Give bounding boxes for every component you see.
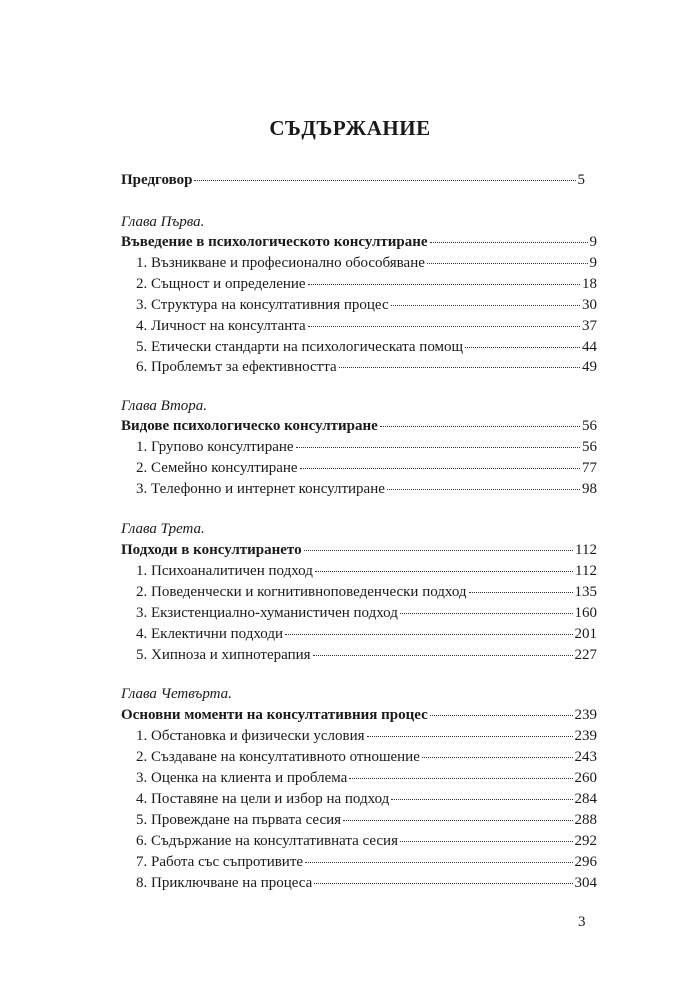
toc-entry [136, 831, 597, 851]
toc-entry [136, 603, 597, 623]
toc-entry [136, 316, 597, 336]
toc-entry-page: 288 [574, 812, 597, 828]
dot-leader [304, 550, 573, 551]
toc-entry-page: 56 [582, 439, 597, 455]
toc-entry-page: 18 [582, 276, 597, 292]
dot-leader [194, 180, 575, 181]
dot-leader [391, 799, 572, 800]
toc-entry-preface [121, 170, 585, 190]
dot-leader [343, 820, 572, 821]
toc-entry [136, 479, 597, 499]
toc-entry-page: 292 [574, 833, 597, 849]
dot-leader [315, 571, 573, 572]
toc-entry-label: 3. Структура на консултативния процес [136, 297, 389, 313]
toc-entry [136, 337, 597, 357]
toc-entry-label: Основни моменти на консултативния процес [121, 707, 428, 723]
dot-leader [314, 883, 572, 884]
dot-leader [296, 447, 580, 448]
toc-entry-page: 201 [574, 626, 597, 642]
dot-leader [430, 715, 573, 716]
chapter-label: Глава Четвърта. [121, 686, 232, 702]
toc-entry-page: 98 [582, 481, 597, 497]
toc-entry-label: 3. Телефонно и интернет консултиране [136, 481, 385, 497]
chapter-label: Глава Първа. [121, 214, 205, 230]
toc-entry [136, 645, 597, 665]
toc-entry-label: Видове психологическо консултиране [121, 418, 378, 434]
toc-entry [136, 747, 597, 767]
toc-entry-page: 5 [577, 172, 585, 188]
toc-entry [136, 810, 597, 830]
toc-chapter-heading [121, 705, 597, 725]
dot-leader [380, 426, 580, 427]
toc-entry-page: 296 [574, 854, 597, 870]
toc-entry [136, 253, 597, 273]
dot-leader [427, 263, 588, 264]
toc-entry-label: 1. Психоаналитичен подход [136, 563, 313, 579]
toc-entry-page: 284 [574, 791, 597, 807]
dot-leader [300, 468, 580, 469]
toc-entry [136, 274, 597, 294]
toc-entry-page: 260 [574, 770, 597, 786]
toc-entry [136, 357, 597, 377]
toc-entry-page: 304 [574, 875, 597, 891]
toc-entry-label: 6. Съдържание на консултативната сесия [136, 833, 398, 849]
toc-entry-label: 8. Приключване на процеса [136, 875, 313, 891]
dot-leader [308, 284, 580, 285]
toc-chapter-heading [121, 232, 597, 252]
toc-entry [136, 437, 597, 457]
toc-entry-label: 4. Личност на консултанта [136, 318, 306, 334]
dot-leader [313, 655, 573, 656]
toc-entry-page: 30 [582, 297, 597, 313]
toc-entry-page: 112 [575, 542, 597, 558]
dot-leader [391, 305, 580, 306]
toc-chapter-heading [121, 416, 597, 436]
toc-chapter-heading [121, 540, 597, 560]
toc-entry [136, 768, 597, 788]
page-title: СЪДЪРЖАНИЕ [269, 116, 431, 140]
toc-entry-label: 1. Групово консултиране [136, 439, 294, 455]
toc-entry-page: 77 [582, 460, 597, 476]
toc-entry [136, 789, 597, 809]
dot-leader [339, 367, 580, 368]
toc-entry [136, 295, 597, 315]
toc-entry-page: 239 [574, 728, 597, 744]
chapter-label: Глава Трета. [121, 521, 205, 537]
toc-entry-page: 112 [575, 563, 597, 579]
toc-entry-page: 239 [574, 707, 597, 723]
toc-entry-label: 7. Работа със съпротивите [136, 854, 304, 870]
dot-leader [469, 592, 573, 593]
toc-entry-page: 44 [582, 339, 597, 355]
dot-leader [400, 841, 573, 842]
toc-entry-label: Подходи в консултирането [121, 542, 302, 558]
toc-entry-page: 37 [582, 318, 597, 334]
dot-leader [422, 757, 573, 758]
dot-leader [400, 613, 573, 614]
toc-entry-label: 2. Същност и определение [136, 276, 306, 292]
toc-entry-label: 5. Провеждане на първата сесия [136, 812, 342, 828]
dot-leader [387, 489, 580, 490]
toc-entry-label: 5. Етически стандарти на психологическата помощ [136, 339, 464, 355]
toc-entry [136, 624, 597, 644]
toc-entry-label: 3. Екзистенциално-хуманистичен подход [136, 605, 398, 621]
toc-entry-label: Предговор [121, 172, 193, 188]
toc-entry-label: 6. Проблемът за ефективността [136, 359, 337, 375]
toc-entry-label: 2. Поведенчески и когнитивноповеденчески подход [136, 584, 467, 600]
toc-entry-label: 2. Семейно консултиране [136, 460, 298, 476]
toc-entry [136, 873, 597, 893]
toc-entry-page: 227 [574, 647, 597, 663]
dot-leader [285, 634, 573, 635]
dot-leader [367, 736, 573, 737]
toc-entry [136, 458, 597, 478]
dot-leader [465, 347, 580, 348]
page-number: 3 [578, 914, 586, 930]
toc-entry-label: 1. Възникване и професионално обособяване [136, 255, 425, 271]
toc-entry-page: 9 [589, 255, 597, 271]
toc-entry [136, 561, 597, 581]
toc-entry-label: 4. Поставяне на цели и избор на подход [136, 791, 390, 807]
toc-entry [136, 582, 597, 602]
toc-entry-page: 56 [582, 418, 597, 434]
toc-entry-label: 4. Еклектични подходи [136, 626, 283, 642]
toc-entry-page: 135 [574, 584, 597, 600]
toc-entry-label: 2. Създаване на консултативното отношение [136, 749, 420, 765]
chapter-label: Глава Втора. [121, 398, 208, 414]
toc-entry-label: 1. Обстановка и физически условия [136, 728, 365, 744]
toc-entry-page: 9 [589, 234, 597, 250]
toc-entry-label: 3. Оценка на клиента и проблема [136, 770, 348, 786]
dot-leader [305, 862, 572, 863]
dot-leader [349, 778, 572, 779]
toc-entry-label: Въведение в психологическото консултиране [121, 234, 428, 250]
toc-entry-label: 5. Хипноза и хипнотерапия [136, 647, 311, 663]
toc-entry-page: 49 [582, 359, 597, 375]
toc-entry-page: 160 [574, 605, 597, 621]
toc-entry [136, 726, 597, 746]
toc-entry [136, 852, 597, 872]
dot-leader [430, 242, 588, 243]
dot-leader [308, 326, 580, 327]
toc-entry-page: 243 [574, 749, 597, 765]
